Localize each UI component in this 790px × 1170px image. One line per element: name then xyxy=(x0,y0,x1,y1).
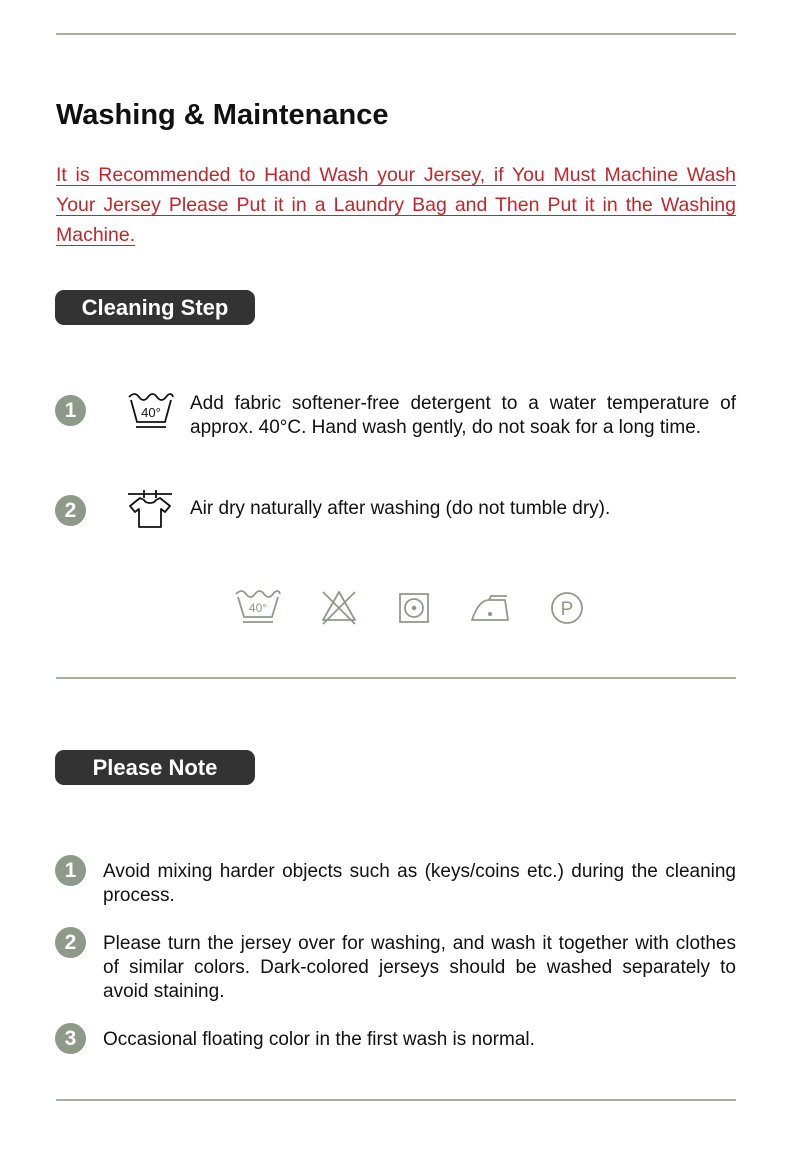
intro-recommendation: It is Recommended to Hand Wash your Jersey, if You Must Machine Wash Your Jersey Please Put it in a Laundry Bag and Then Put it in the Washing Machine. xyxy=(56,164,736,246)
note-number-1: 1 xyxy=(55,855,86,886)
iron-low-icon xyxy=(469,589,511,625)
cleaning-step-heading: Cleaning Step xyxy=(55,290,255,325)
dry-clean-p-icon xyxy=(549,589,585,625)
step-text-1: Add fabric softener-free detergent to a water temperature of approx. 40°C. Hand wash gently, do not soak for a long time. xyxy=(190,393,736,438)
step-number-1: 1 xyxy=(55,395,86,426)
bottom-divider xyxy=(56,1099,736,1101)
note-text-2: Please turn the jersey over for washing, and wash it together with clothes of similar colors. Dark-colored jerseys should be washed separately to avoid staining. xyxy=(103,933,736,1002)
hand-wash-temp-label: 40° xyxy=(141,405,161,420)
tumble-dry-icon xyxy=(397,589,431,625)
dry-clean-letter: P xyxy=(560,599,574,620)
note-text-1: Avoid mixing harder objects such as (keys/coins etc.) during the cleaning process. xyxy=(103,861,736,906)
step-text-2: Air dry naturally after washing (do not tumble dry). xyxy=(190,498,611,519)
top-divider xyxy=(56,33,736,35)
middle-divider xyxy=(56,677,736,679)
do-not-bleach-icon xyxy=(320,589,358,625)
note-number-2: 2 xyxy=(55,927,86,958)
wash-temp-label: 40° xyxy=(248,601,268,615)
line-dry-icon xyxy=(126,488,174,530)
page-title: Washing & Maintenance xyxy=(56,99,389,131)
please-note-heading: Please Note xyxy=(55,750,255,785)
hand-wash-40-icon xyxy=(127,392,175,430)
note-text-3: Occasional floating color in the first wash is normal. xyxy=(103,1029,535,1050)
note-number-3: 3 xyxy=(55,1023,86,1054)
step-number-2: 2 xyxy=(55,495,86,526)
wash-40-icon xyxy=(234,589,282,625)
